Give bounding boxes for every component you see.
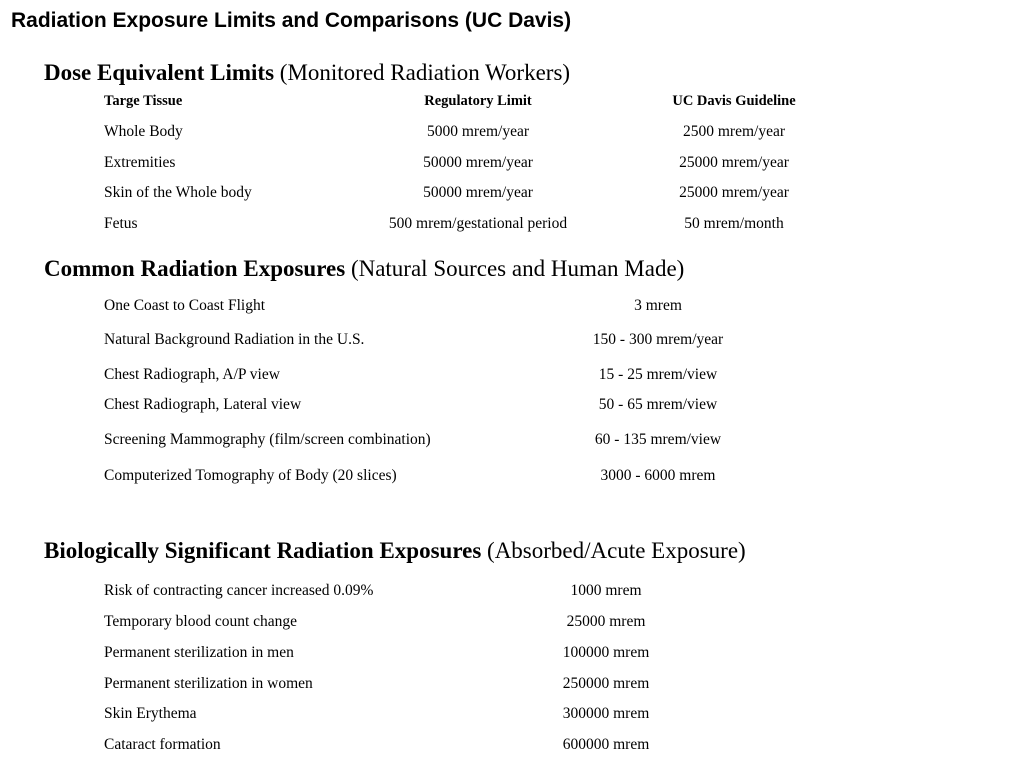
exposure-source: Chest Radiograph, Lateral view (104, 396, 302, 413)
biological-exposures-heading-normal: (Absorbed/Acute Exposure) (487, 538, 746, 563)
exposure-dose: 60 - 135 mrem/view (594, 431, 722, 448)
biological-dose: 600000 mrem (562, 736, 650, 753)
list-item (0, 611, 1024, 633)
common-exposures-heading-bold: Common Radiation Exposures (44, 256, 346, 281)
regulatory-limit-cell: 50000 mrem/year (423, 184, 533, 201)
dose-limits-heading-bold: Dose Equivalent Limits (44, 60, 275, 85)
list-item (0, 394, 1024, 416)
list-item (0, 580, 1024, 602)
guideline-cell: 50 mrem/month (684, 215, 784, 232)
exposure-dose: 150 - 300 mrem/year (592, 331, 724, 348)
exposure-source: Computerized Tomography of Body (20 slices) (104, 467, 397, 484)
column-header-guideline: UC Davis Guideline (672, 93, 796, 109)
list-item (0, 703, 1024, 725)
regulatory-limit-cell: 5000 mrem/year (426, 123, 530, 140)
table-row (0, 152, 1024, 174)
guideline-cell: 25000 mrem/year (679, 154, 789, 171)
regulatory-limit-cell: 50000 mrem/year (423, 154, 533, 171)
dose-limits-header-row (0, 90, 1024, 112)
exposure-source: Chest Radiograph, A/P view (104, 366, 280, 383)
list-item (0, 465, 1024, 487)
list-item (0, 329, 1024, 351)
table-row (0, 121, 1024, 143)
biological-effect: Cataract formation (104, 736, 221, 753)
list-item (0, 364, 1024, 386)
biological-exposures-heading-bold: Biologically Significant Radiation Exposures (44, 538, 482, 563)
tissue-cell: Fetus (104, 215, 138, 232)
biological-dose: 300000 mrem (562, 705, 650, 722)
biological-dose: 100000 mrem (562, 644, 650, 661)
list-item (0, 734, 1024, 756)
table-row (0, 213, 1024, 235)
biological-dose: 1000 mrem (570, 582, 642, 599)
guideline-cell: 25000 mrem/year (679, 184, 789, 201)
biological-effect: Temporary blood count change (104, 613, 298, 630)
exposure-dose: 3 mrem (634, 297, 682, 314)
page-title: Radiation Exposure Limits and Comparisons (UC Davis) (11, 9, 572, 32)
exposure-dose: 3000 - 6000 mrem (600, 467, 716, 484)
exposure-source: Natural Background Radiation in the U.S. (104, 331, 365, 348)
table-row (0, 182, 1024, 204)
biological-dose: 250000 mrem (562, 675, 650, 692)
dose-limits-heading (44, 59, 570, 87)
biological-dose: 25000 mrem (566, 613, 646, 630)
tissue-cell: Extremities (104, 154, 176, 171)
common-exposures-heading-normal: (Natural Sources and Human Made) (350, 256, 685, 281)
tissue-cell: Skin of the Whole body (104, 184, 252, 201)
biological-effect: Skin Erythema (104, 705, 197, 722)
biological-effect: Permanent sterilization in women (104, 675, 313, 692)
biological-exposures-heading (44, 537, 746, 565)
biological-effect: Permanent sterilization in men (104, 644, 294, 661)
dose-limits-heading-normal: (Monitored Radiation Workers) (279, 60, 571, 85)
biological-effect: Risk of contracting cancer increased 0.09% (104, 582, 374, 599)
regulatory-limit-cell: 500 mrem/gestational period (388, 215, 568, 232)
exposure-dose: 50 - 65 mrem/view (598, 396, 718, 413)
guideline-cell: 2500 mrem/year (682, 123, 786, 140)
tissue-cell: Whole Body (104, 123, 183, 140)
column-header-tissue: Targe Tissue (104, 93, 183, 109)
list-item (0, 295, 1024, 317)
exposure-source: Screening Mammography (film/screen combination) (104, 431, 431, 448)
column-header-regulatory: Regulatory Limit (424, 93, 532, 109)
list-item (0, 642, 1024, 664)
list-item (0, 673, 1024, 695)
exposure-dose: 15 - 25 mrem/view (598, 366, 718, 383)
exposure-source: One Coast to Coast Flight (104, 297, 266, 314)
list-item (0, 429, 1024, 451)
common-exposures-heading (44, 255, 684, 283)
